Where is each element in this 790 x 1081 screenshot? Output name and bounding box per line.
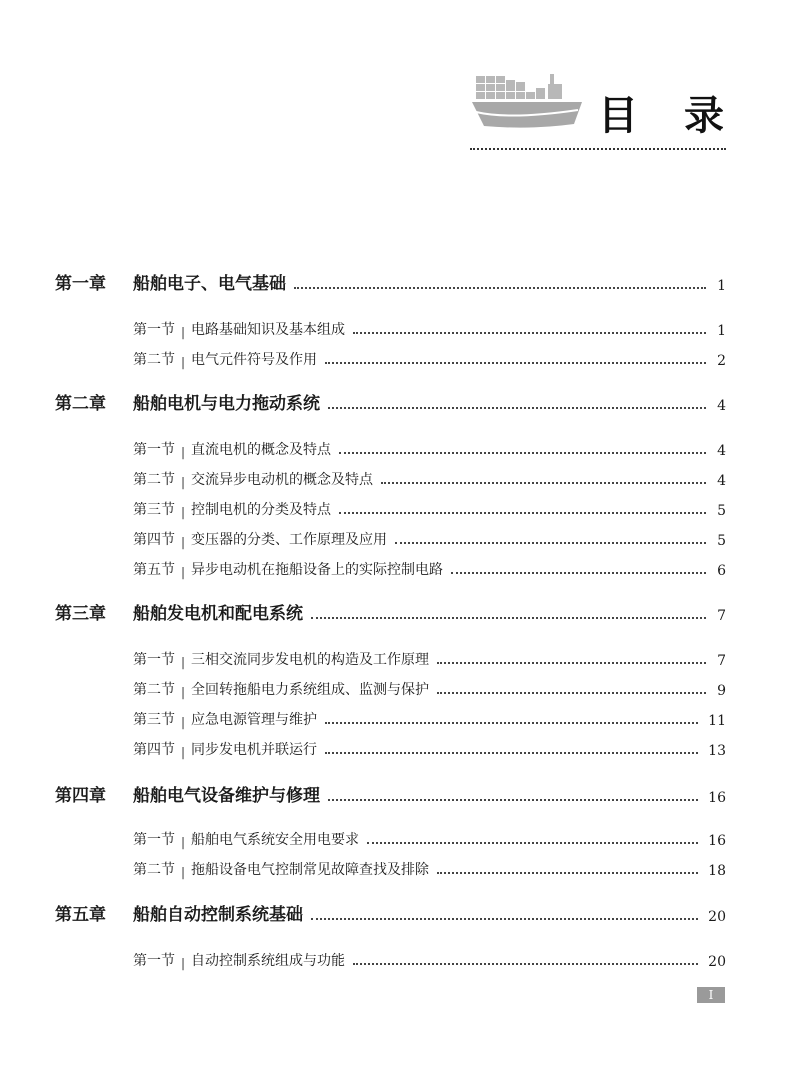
toc-section[interactable]: 第二节 | 交流异步电动机的概念及特点 4 [133,472,726,489]
toc-section[interactable]: 第一节 | 自动控制系统组成与功能 20 [133,953,726,970]
page-number: 18 [708,863,726,879]
header-dotted-rule [470,148,726,150]
dot-leader [437,692,706,694]
page-number: 5 [717,503,726,519]
dot-leader [395,542,706,544]
dot-leader [294,287,706,289]
page-number: 7 [717,653,726,669]
toc-chapter[interactable]: 第四章 船舶电气设备维护与修理 16 [55,786,726,806]
page-number: 5 [717,533,726,549]
toc-section[interactable]: 第二节 | 拖船设备电气控制常见故障查找及排除 18 [133,862,726,879]
page-title: 目 录 [598,92,724,139]
dot-leader [311,617,706,619]
page-number: 6 [717,563,726,579]
toc-section[interactable]: 第一节 | 直流电机的概念及特点 4 [133,442,726,459]
page-number: 1 [717,278,726,294]
dot-leader [339,452,706,454]
toc-section[interactable]: 第四节 | 同步发电机并联运行 13 [133,742,726,759]
dot-leader [339,512,706,514]
page-number: 20 [708,954,726,970]
toc-header [470,62,726,152]
dot-leader [311,918,698,920]
dot-leader [325,752,698,754]
page-number: 4 [717,443,726,459]
dot-leader [353,332,706,334]
toc-chapter[interactable]: 第三章 船舶发电机和配电系统 7 [55,604,726,624]
folio-page-number: I [697,987,725,1003]
toc-section[interactable]: 第三节 | 控制电机的分类及特点 5 [133,502,726,519]
page-number: 13 [708,743,726,759]
page-number: 11 [708,713,726,729]
page-number: 7 [717,608,726,624]
dot-leader [437,872,698,874]
page-number: 16 [708,833,726,849]
toc-section[interactable]: 第三节 | 应急电源管理与维护 11 [133,712,726,729]
page-number: 20 [708,909,726,925]
page-number: 4 [717,473,726,489]
toc-section[interactable]: 第二节 | 全回转拖船电力系统组成、监测与保护 9 [133,682,726,699]
dot-leader [451,572,706,574]
page-number: 16 [708,790,726,806]
toc-section[interactable]: 第一节 | 三相交流同步发电机的构造及工作原理 7 [133,652,726,669]
toc-section[interactable]: 第五节 | 异步电动机在拖船设备上的实际控制电路 6 [133,562,726,579]
dot-leader [328,407,706,409]
dot-leader [437,662,706,664]
page-number: 4 [717,398,726,414]
dot-leader [381,482,706,484]
page-number: 2 [717,353,726,369]
toc-chapter[interactable]: 第一章 船舶电子、电气基础 1 [55,274,726,294]
toc-section[interactable]: 第一节 | 船舶电气系统安全用电要求 16 [133,832,726,849]
cargo-ship-icon [470,68,588,140]
dot-leader [353,963,698,965]
page-number: 9 [717,683,726,699]
dot-leader [328,799,698,801]
dot-leader [367,842,698,844]
toc-section[interactable]: 第二节 | 电气元件符号及作用 2 [133,352,726,369]
toc-chapter[interactable]: 第五章 船舶自动控制系统基础 20 [55,905,726,925]
dot-leader [325,722,698,724]
toc-section[interactable]: 第一节 | 电路基础知识及基本组成 1 [133,322,726,339]
toc-chapter[interactable]: 第二章 船舶电机与电力拖动系统 4 [55,394,726,414]
dot-leader [325,362,706,364]
page-number: 1 [717,323,726,339]
toc-section[interactable]: 第四节 | 变压器的分类、工作原理及应用 5 [133,532,726,549]
